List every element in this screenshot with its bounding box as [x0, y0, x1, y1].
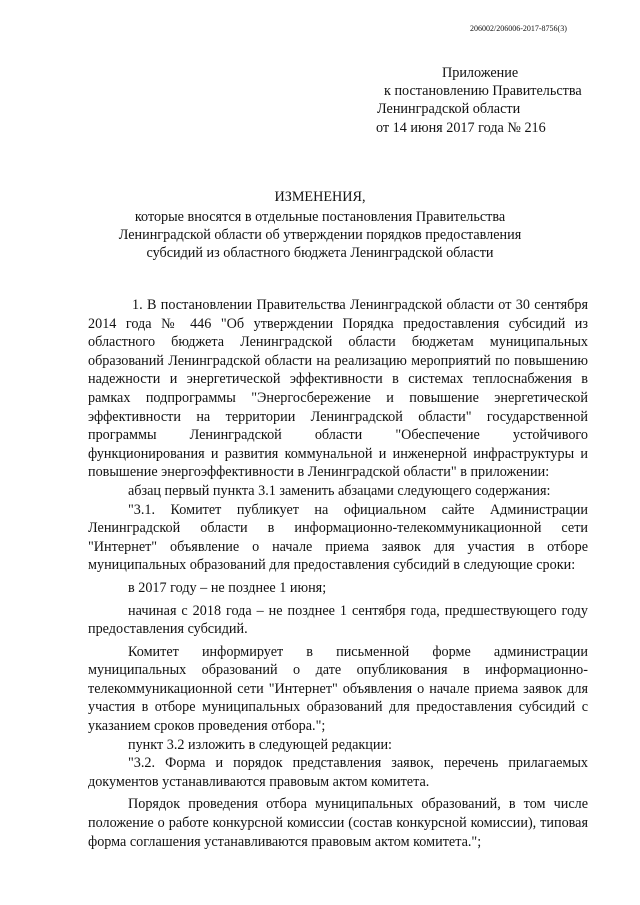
paragraph-6: Комитет информирует в письменной форме администрации муниципальных образований о дате опубликования в информационно-телекоммуникационной сети "Интернет" объявления о начале приема заявок для участия в отборе муниципальных образований для предоставления субсидий с указанием сроков проведения отбора."; — [88, 643, 588, 735]
paragraph-5: начиная с 2018 года – не позднее 1 сентября года, предшествующего году предоставления субсидий. — [88, 602, 588, 638]
paragraph-8: "3.2. Форма и порядок представления заявок, перечень прилагаемых документов устанавливаются правовым актом комитета. — [88, 755, 588, 790]
document-body — [88, 296, 588, 851]
appendix-label: Приложение — [442, 65, 519, 81]
heading-subtitle: которые вносятся в отдельные постановления Правительства Ленинградской области об утверждении порядков предоставления субсидий из областного бюджета Ленинградской области — [118, 209, 522, 261]
paragraph-9: Порядок проведения отбора муниципальных образований, в том числе положение о работе конкурсной комиссии (состав конкурсной комиссии), типовая форма соглашения устанавливаются правовым актом комитета."; — [88, 796, 588, 850]
registration-number: 206002/206006-2017-8756(3) — [470, 24, 567, 33]
paragraph-3: "3.1. Комитет публикует на официальном сайте Администрации Ленинградской области в информационно-телекоммуникационной сети "Интернет" объявление о начале приема заявок для участия в отборе муниципальных образований для предоставления субсидий в следующие сроки: — [88, 501, 588, 574]
appendix-date: от 14 июня 2017 года № 216 — [376, 119, 546, 136]
paragraph-2: абзац первый пункта 3.1 заменить абзацами следующего содержания: — [128, 482, 551, 499]
paragraph-7: пункт 3.2 изложить в следующей редакции: — [128, 736, 392, 753]
appendix-region: Ленинградской области — [377, 101, 521, 118]
document-heading — [100, 188, 540, 262]
appendix-block — [376, 64, 626, 137]
appendix-resolution: к постановлению Правительства — [384, 83, 582, 100]
paragraph-4: в 2017 году – не позднее 1 июня; — [128, 579, 327, 596]
paragraph-1: 1. В постановлении Правительства Ленинградской области от 30 сентября 2014 года № 446 "Об утверждении Порядка предоставления субсидий из областного бюджета Ленинградской области бюджетам муниципальных образований Ленинградской области на реализацию мероприятий по повышению надежности и энергетической эффективности в системах теплоснабжения в рамках подпрограммы "Энергосбережение и повышение энергетической эффективности на территории Ленинградской области" государственной программы Ленинградской области "Обеспечение устойчивого функционирования и развития коммунальной и инженерной инфраструктуры и повышение энергоэффективности в Ленинградской области" в приложении: — [88, 297, 588, 481]
heading-title: ИЗМЕНЕНИЯ, — [274, 189, 366, 205]
